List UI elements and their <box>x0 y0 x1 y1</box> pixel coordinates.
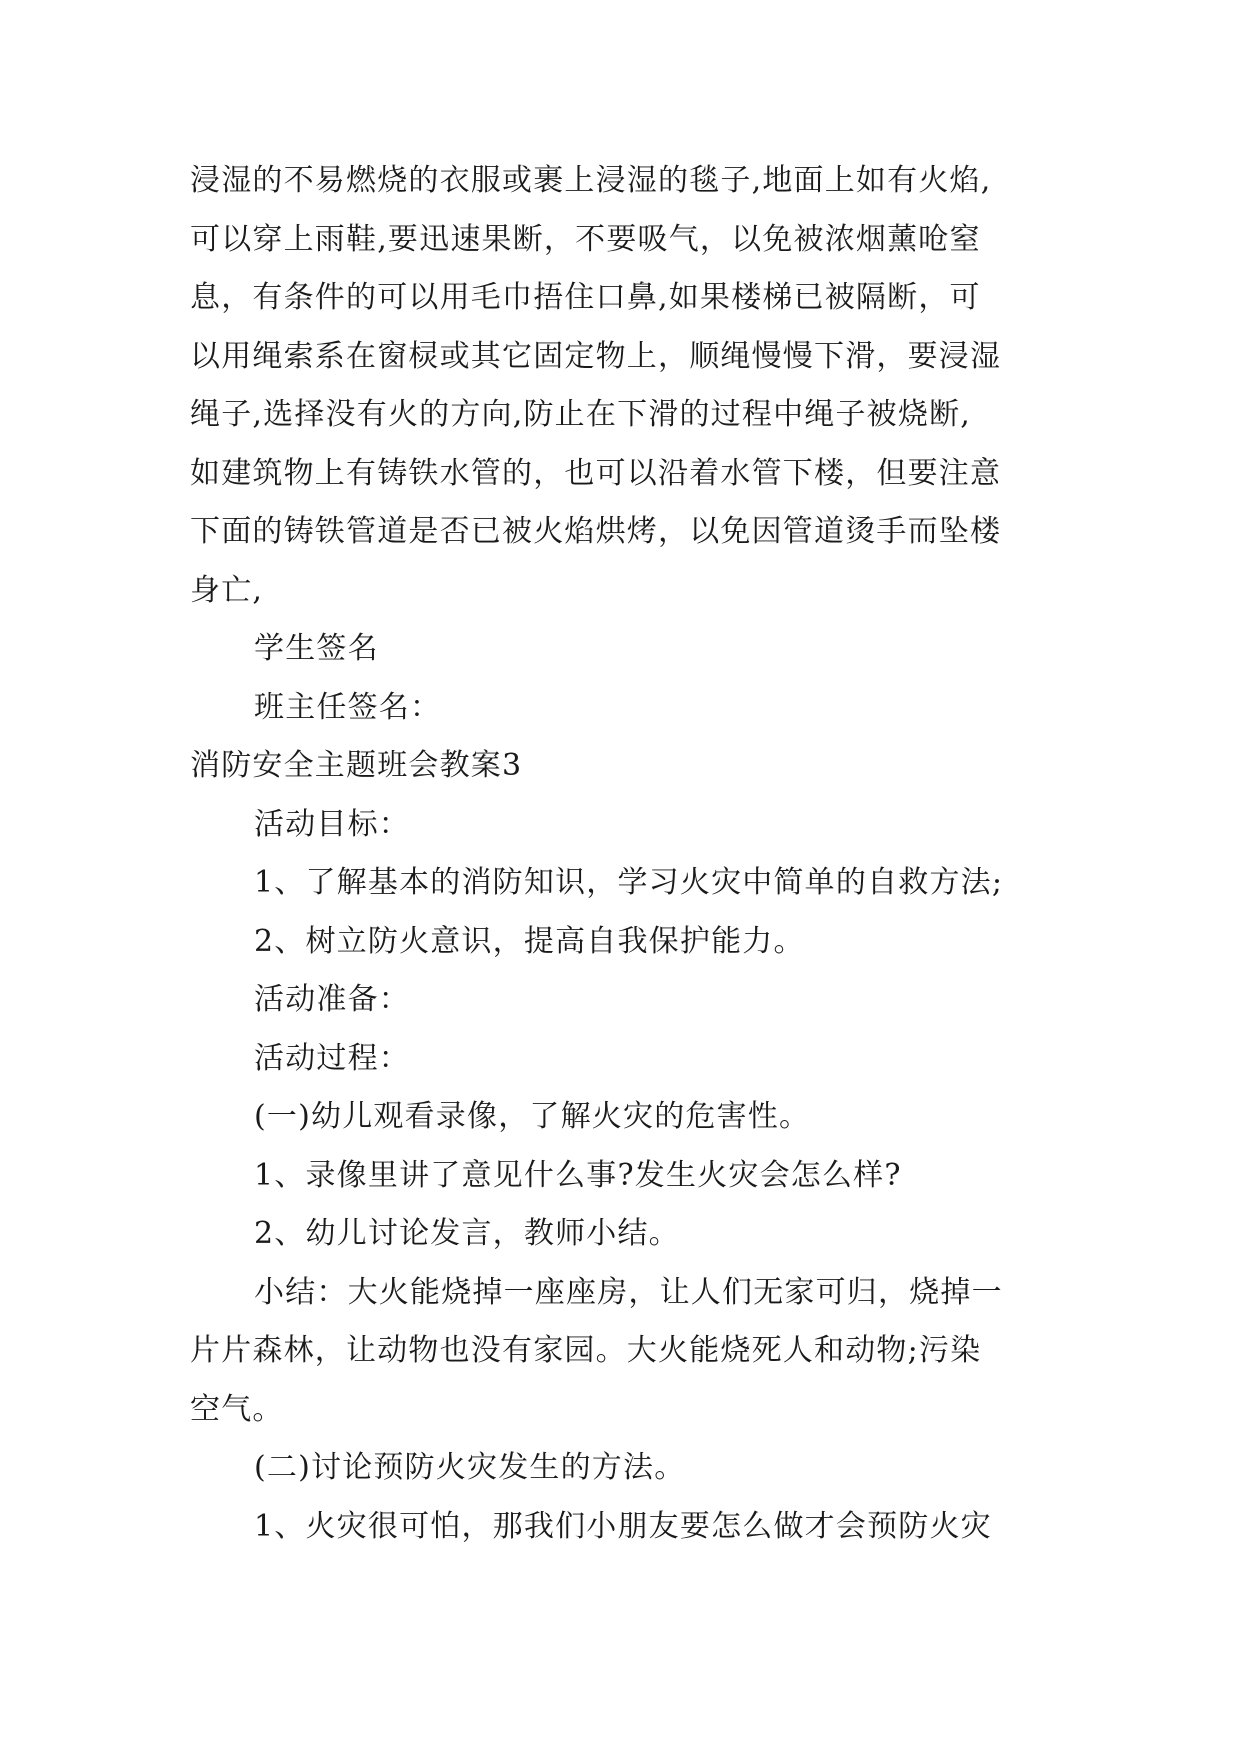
goal-item-1: 1、了解基本的消防知识，学习火灾中简单的自救方法; <box>254 865 1004 900</box>
paragraph-line: 如建筑物上有铸铁水管的，也可以沿着水管下楼，但要注意 <box>190 455 1002 491</box>
paragraph-line: 绳子,选择没有火的方向,防止在下滑的过程中绳子被烧断, <box>190 397 972 432</box>
paragraph-line: 以用绳索系在窗棂或其它固定物上，顺绳慢慢下滑，要浸湿 <box>190 338 1002 374</box>
paragraph-line: 身亡, <box>190 572 264 608</box>
paragraph-line: 浸湿的不易燃烧的衣服或裹上浸湿的毯子,地面上如有火焰, <box>190 163 992 198</box>
teacher-signature: 班主任签名： <box>254 689 442 725</box>
document-page <box>190 152 1070 1556</box>
goals-heading: 活动目标： <box>254 806 410 842</box>
summary-line: 小结：大火能烧掉一座座房，让人们无家可归，烧掉一 <box>254 1274 1003 1310</box>
paragraph-line: 可以穿上雨鞋,要迅速果断，不要吸气，以免被浓烟薰呛窒 <box>190 221 981 257</box>
paragraph-line: 息，有条件的可以用毛巾捂住口鼻,如果楼梯已被隔断，可 <box>190 280 981 315</box>
part-1-question-1: 1、录像里讲了意见什么事?发生火灾会怎么样? <box>254 1157 902 1193</box>
section-title: 消防安全主题班会教案3 <box>190 748 523 783</box>
part-2-question-1: 1、火灾很可怕，那我们小朋友要怎么做才会预防火灾 <box>254 1508 992 1544</box>
part-2-heading: (二)讨论预防火灾发生的方法。 <box>254 1450 686 1485</box>
part-1-question-2: 2、幼儿讨论发言，教师小结。 <box>254 1216 680 1251</box>
prep-heading: 活动准备： <box>254 982 410 1017</box>
paragraph-line: 下面的铸铁管道是否已被火焰烘烤，以免因管道烫手而坠楼 <box>190 514 1002 549</box>
summary-line: 片片森林，让动物也没有家园。大火能烧死人和动物;污染 <box>190 1333 982 1368</box>
student-signature: 学生签名 <box>254 631 379 666</box>
goal-item-2: 2、树立防火意识，提高自我保护能力。 <box>254 923 805 959</box>
summary-line: 空气。 <box>190 1391 284 1427</box>
part-1-heading: (一)幼儿观看录像，了解火灾的危害性。 <box>254 1099 811 1134</box>
process-heading: 活动过程： <box>254 1040 410 1076</box>
